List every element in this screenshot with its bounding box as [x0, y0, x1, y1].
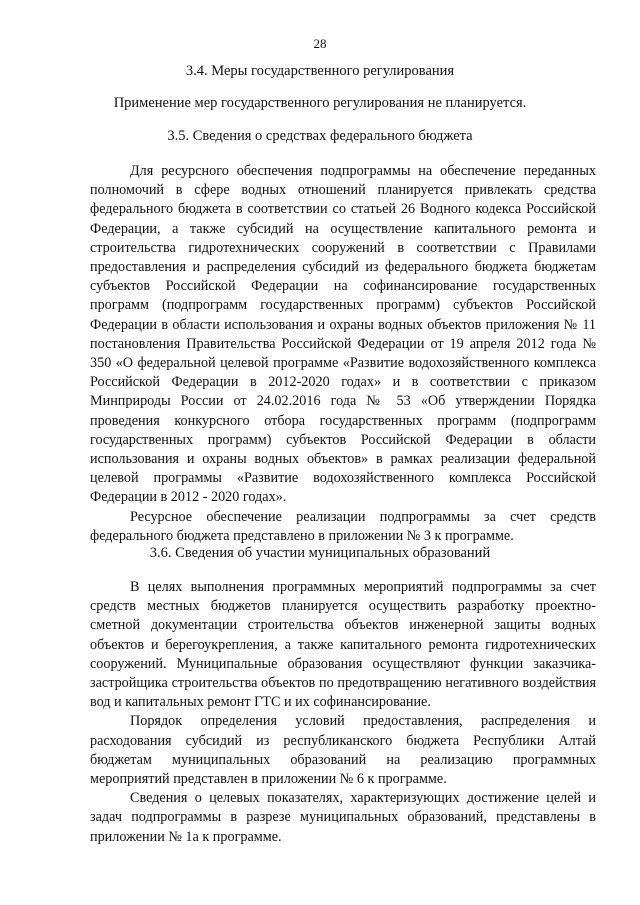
section-heading-3-4: 3.4. Меры государственного регулирования [185, 63, 455, 79]
paragraph: Ресурсное обеспечение реализации подпрограммы за счет средств федерального бюджета представлено в приложении № 3 к программе. [90, 508, 596, 544]
section-3-6-body [90, 578, 596, 847]
section-heading-3-5: 3.5. Сведения о средствах федерального бюджета [167, 128, 473, 144]
paragraph: Сведения о целевых показателях, характеризующих достижение целей и задач подпрограммы в разрезе муниципальных образований, представлены в приложении № 1а к программе. [90, 790, 596, 845]
section-3-4-text: Применение мер государственного регулирования не планируется. [113, 95, 527, 111]
paragraph: Для ресурсного обеспечения подпрограммы на обеспечение переданных полномочий в сфере водных отношений планируется привлекать средства федерального бюджета в соответствии со статьей 26 Водного кодекса Российской Федерации, а также субсидий на осуществление капитального ремонта и строительства гидротехнических сооружений в соответствии с Правилами предоставления и распределения субсидий из федерального бюджета бюджетам субъектов Российской Федерации на софинансирование государственных программ (подпрограмм государственных программ) субъектов Российской Федерации в области использования и охраны водных объектов приложения № 11 постановления Правительства Российской Федерации от 19 апреля 2012 года № 350 «О федеральной целевой программе «Развитие водохозяйственного комплекса Российской Федерации в 2012-2020 годах» и в соответствии с приказом Минприроды России от 24.02.2016 года № 53 «Об утверждении Порядка проведения конкурсного отбора государственных программ (подпрограмм государственных программ) субъектов Российской Федерации в области использования и охраны водных объектов» в рамках реализации федеральной целевой программы «Развитие водохозяйственного комплекса Российской Федерации в 2012 - 2020 годах». [90, 163, 596, 506]
section-3-5-body [90, 162, 596, 546]
section-heading-3-6: 3.6. Сведения об участии муниципальных образований [149, 545, 491, 561]
paragraph: Порядок определения условий предоставления, распределения и расходования субсидий из республиканского бюджета Республики Алтай бюджетам муниципальных образований на реализацию программных мероприятий представлен в приложении № 6 к программе. [90, 713, 596, 788]
paragraph: В целях выполнения программных мероприятий подпрограммы за счет средств местных бюджетов планируется осуществить разработку проектно-сметной документации строительства объектов инженерной защиты водных объектов и берегоукрепления, а также капитального ремонта гидротехнических сооружений. Муниципальные образования осуществляют функции заказчика-застройщика строительства объектов по предотвращению негативного воздействия вод и капитальных ремонт ГТС и их софинансирование. [90, 579, 596, 711]
page-number: 28 [313, 36, 327, 51]
